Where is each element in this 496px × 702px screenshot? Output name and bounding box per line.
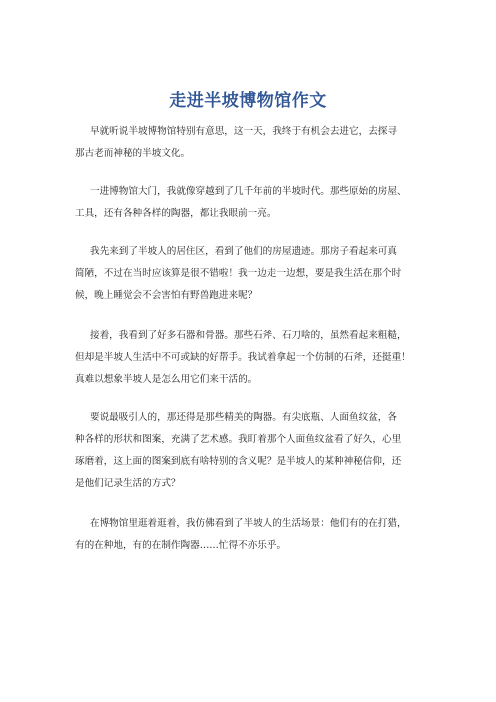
paragraph-line: 接着，我看到了好多石器和骨器。那些石斧、石刀啥的，虽然看起来粗糙， [90, 330, 407, 341]
paragraph-line: 要说最吸引人的，那还得是那些精美的陶器。有尖底瓶、人面鱼纹盆，各 [90, 412, 397, 423]
paragraph-line: 我先来到了半坡人的居住区，看到了他们的房屋遗迹。那房子看起来可真 [90, 246, 397, 257]
paragraph-line: 早就听说半坡博物馆特别有意思，这一天，我终于有机会去进它，去探寻 [90, 126, 397, 137]
paragraph-line: 那古老而神秘的半坡文化。 [75, 148, 191, 159]
paragraph-line: 真难以想象半坡人是怎么用它们来干活的。 [75, 374, 258, 385]
paragraph-line: 有的在种地，有的在制作陶器……忙得不亦乐乎。 [75, 540, 287, 551]
paragraph-line: 但却是半坡人生活中不可或缺的好帮手。我试着拿起一个仿制的石斧，还挺重！ [75, 352, 411, 363]
paragraph-line: 在博物馆里逛着逛着，我仿佛看到了半坡人的生活场景：他们有的在打猎， [90, 518, 407, 529]
paragraph-line: 简陋，不过在当时应该算是很不错啦！我一边走一边想，要是我生活在那个时 [75, 268, 402, 279]
paragraph-line: 一进博物馆大门，我就像穿越到了几千年前的半坡时代。那些原始的房屋、 [90, 186, 407, 197]
document-title: 走进半坡博物馆作文 [169, 91, 327, 111]
paragraph-line: 工具，还有各种各样的陶器，都让我眼前一亮。 [75, 208, 277, 219]
paragraph-line: 琢磨着，这上面的图案到底有啥特别的含义呢？是半坡人的某种神秘信仰，还 [75, 456, 402, 467]
paragraph-line: 是他们记录生活的方式？ [75, 478, 181, 489]
paragraph-line: 候，晚上睡觉会不会害怕有野兽跑进来呢？ [75, 290, 258, 301]
paragraph-line: 种各样的形状和图案，充满了艺术感。我盯着那个人面鱼纹盆看了好久，心里 [75, 434, 402, 445]
